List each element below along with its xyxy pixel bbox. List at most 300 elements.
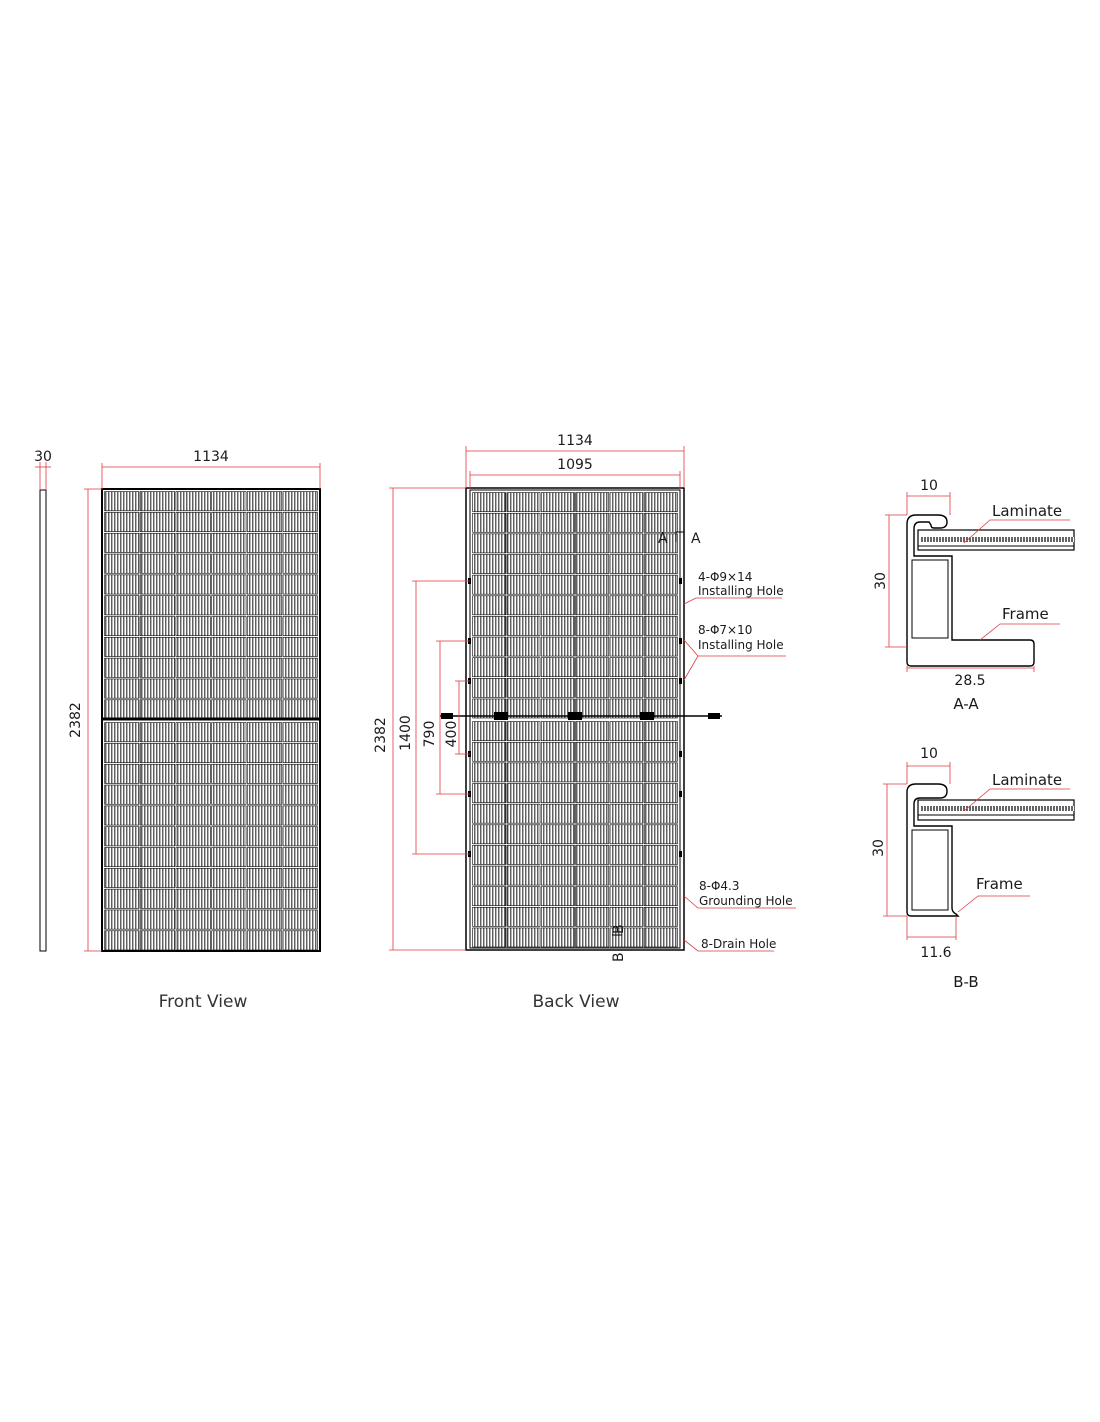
front-cell <box>212 889 246 908</box>
callout-installing-hole-1-spec: 4-Φ9×14 <box>698 570 753 584</box>
back-cell <box>576 825 609 844</box>
side-frame <box>40 490 46 951</box>
front-cell <box>140 910 174 929</box>
back-width-inner-dim: 1095 <box>557 457 593 473</box>
bb-label-frame: Frame <box>976 875 1023 893</box>
front-cell <box>212 806 246 825</box>
front-cell <box>212 617 246 636</box>
front-cell <box>140 743 174 762</box>
back-cell <box>576 555 609 574</box>
back-cell <box>507 555 540 574</box>
back-cell <box>507 887 540 906</box>
front-cell <box>283 723 317 742</box>
back-cell <box>644 845 677 864</box>
front-cell <box>176 637 210 656</box>
front-cell <box>105 764 139 783</box>
front-cell <box>176 910 210 929</box>
front-cell <box>105 533 139 552</box>
front-cell <box>140 764 174 783</box>
back-view-caption: Back View <box>532 992 620 1012</box>
back-cell <box>541 513 574 532</box>
front-cell <box>283 658 317 677</box>
front-cell <box>140 637 174 656</box>
front-cell <box>283 492 317 511</box>
section-mark-b-bottom: B <box>611 952 627 962</box>
front-cell <box>247 512 281 531</box>
junction-box-2 <box>568 712 582 720</box>
back-cell <box>576 513 609 532</box>
front-cell <box>105 658 139 677</box>
back-height-dim: 2382 <box>373 717 389 753</box>
back-cell <box>610 742 643 761</box>
back-cell <box>541 804 574 823</box>
back-cell <box>576 678 609 697</box>
back-cell <box>644 763 677 782</box>
front-cell <box>176 848 210 867</box>
front-cell <box>176 785 210 804</box>
front-cell <box>212 723 246 742</box>
back-cell <box>576 616 609 635</box>
junction-box-3 <box>640 712 654 720</box>
back-cell <box>507 658 540 677</box>
front-cell <box>140 700 174 719</box>
front-cell <box>105 910 139 929</box>
callout-grounding-hole-spec: 8-Φ4.3 <box>699 879 740 893</box>
front-cell <box>283 764 317 783</box>
back-cell <box>644 513 677 532</box>
back-cell <box>507 534 540 553</box>
back-cell <box>541 493 574 512</box>
front-cell <box>176 743 210 762</box>
back-cell <box>541 616 574 635</box>
back-cell <box>610 555 643 574</box>
front-cell <box>247 554 281 573</box>
back-cell <box>576 784 609 803</box>
aa-label-laminate: Laminate <box>992 502 1063 520</box>
back-cell <box>610 866 643 885</box>
back-cell <box>541 763 574 782</box>
back-cell <box>610 907 643 926</box>
front-cell <box>247 617 281 636</box>
back-cell <box>576 493 609 512</box>
front-cell <box>105 700 139 719</box>
back-cell <box>644 722 677 741</box>
connector-right <box>708 713 720 719</box>
front-cell <box>212 596 246 615</box>
back-cell <box>576 658 609 677</box>
back-cell <box>507 596 540 615</box>
back-cell <box>644 575 677 594</box>
back-cell <box>576 845 609 864</box>
front-cell <box>105 637 139 656</box>
callout-installing-hole-1-label: Installing Hole <box>698 584 784 598</box>
back-cell <box>473 763 506 782</box>
back-cell <box>541 784 574 803</box>
callout-installing-hole-2-spec: 8-Φ7×10 <box>698 623 753 637</box>
front-cell <box>140 806 174 825</box>
back-cell <box>644 825 677 844</box>
front-cell <box>140 575 174 594</box>
front-cell <box>212 575 246 594</box>
front-cell <box>283 868 317 887</box>
front-cell <box>247 700 281 719</box>
back-cell <box>473 493 506 512</box>
bb-height-dim: 30 <box>871 839 887 857</box>
front-cell <box>247 637 281 656</box>
front-cell <box>176 596 210 615</box>
back-cell <box>541 596 574 615</box>
back-cell <box>541 678 574 697</box>
front-cell <box>283 596 317 615</box>
back-cell <box>473 678 506 697</box>
back-cell <box>644 784 677 803</box>
back-cell <box>644 742 677 761</box>
front-cell <box>283 848 317 867</box>
aa-height-dim: 30 <box>873 572 889 590</box>
back-cell <box>473 784 506 803</box>
back-cell <box>507 575 540 594</box>
back-cell <box>576 722 609 741</box>
hole-spacing-790-dim: 790 <box>422 720 438 748</box>
front-cell <box>247 848 281 867</box>
bb-label-laminate: Laminate <box>992 771 1063 789</box>
back-cell <box>541 575 574 594</box>
back-cell <box>541 637 574 656</box>
front-cell <box>105 785 139 804</box>
front-cell <box>105 723 139 742</box>
front-cell <box>105 806 139 825</box>
front-cell <box>176 617 210 636</box>
front-view-caption: Front View <box>158 992 248 1012</box>
front-cell <box>212 533 246 552</box>
front-cell <box>283 889 317 908</box>
section-a-a <box>873 478 1074 713</box>
back-cell <box>541 658 574 677</box>
hole-spacing-400-dim: 400 <box>444 720 460 748</box>
front-cell <box>283 910 317 929</box>
bb-caption: B-B <box>953 973 979 991</box>
back-cell <box>507 513 540 532</box>
front-cell <box>212 512 246 531</box>
back-cell <box>473 658 506 677</box>
back-cell <box>541 845 574 864</box>
bb-frame-cavity <box>912 830 948 910</box>
side-view <box>34 449 52 951</box>
front-cell <box>212 868 246 887</box>
front-cell <box>247 723 281 742</box>
front-cell <box>212 743 246 762</box>
front-cell <box>247 575 281 594</box>
back-cell <box>473 616 506 635</box>
front-cell <box>283 743 317 762</box>
back-cell <box>644 493 677 512</box>
bb-laminate-cells <box>920 806 1074 811</box>
back-cell <box>644 866 677 885</box>
back-cell <box>644 804 677 823</box>
back-cell <box>610 616 643 635</box>
back-cell <box>610 845 643 864</box>
back-cell <box>507 722 540 741</box>
front-width-dim: 1134 <box>193 449 229 465</box>
front-cell <box>247 596 281 615</box>
back-cell <box>610 825 643 844</box>
front-cell <box>283 637 317 656</box>
hole-spacing-1400-dim: 1400 <box>398 715 414 751</box>
back-cell <box>507 928 540 947</box>
front-cell <box>176 658 210 677</box>
bb-bottom-dim: 11.6 <box>920 945 952 961</box>
front-cell <box>283 785 317 804</box>
front-cell <box>105 575 139 594</box>
aa-bottom-dim: 28.5 <box>954 673 986 689</box>
back-cell <box>507 784 540 803</box>
back-cell <box>610 493 643 512</box>
back-cell <box>507 763 540 782</box>
front-cell <box>247 743 281 762</box>
connector-left <box>441 713 453 719</box>
front-cell <box>105 889 139 908</box>
front-height-dim: 2382 <box>68 702 84 738</box>
side-thickness-dim: 30 <box>34 449 52 465</box>
front-cell <box>212 492 246 511</box>
section-mark-a-left: A <box>658 531 668 547</box>
front-cell <box>176 889 210 908</box>
back-cell <box>576 887 609 906</box>
back-cell <box>576 575 609 594</box>
front-cell <box>140 512 174 531</box>
back-cell <box>473 596 506 615</box>
front-cell <box>247 806 281 825</box>
back-width-outer-dim: 1134 <box>557 433 593 449</box>
front-cell <box>176 533 210 552</box>
back-cell <box>610 763 643 782</box>
back-cell <box>644 678 677 697</box>
front-cell <box>140 554 174 573</box>
front-cell <box>247 492 281 511</box>
front-cell <box>176 679 210 698</box>
back-cell <box>507 637 540 656</box>
back-cell <box>576 596 609 615</box>
back-cell <box>610 722 643 741</box>
front-cell <box>247 764 281 783</box>
back-cell <box>644 658 677 677</box>
back-cell <box>473 637 506 656</box>
back-cell <box>610 804 643 823</box>
front-cell <box>140 889 174 908</box>
front-cell <box>212 764 246 783</box>
back-cell <box>473 845 506 864</box>
front-cell <box>212 554 246 573</box>
back-cell <box>610 596 643 615</box>
front-cell <box>247 679 281 698</box>
back-cell <box>541 907 574 926</box>
back-cell <box>541 534 574 553</box>
front-cell <box>176 554 210 573</box>
front-cell <box>283 827 317 846</box>
front-cell <box>140 848 174 867</box>
back-cell <box>473 513 506 532</box>
back-cell <box>610 678 643 697</box>
back-cell <box>541 555 574 574</box>
front-cell <box>105 492 139 511</box>
front-cell <box>105 512 139 531</box>
front-cell <box>140 617 174 636</box>
back-cell <box>610 784 643 803</box>
front-cell <box>176 723 210 742</box>
front-cell <box>105 931 139 950</box>
back-cell <box>507 825 540 844</box>
front-cell <box>283 700 317 719</box>
back-cell <box>541 887 574 906</box>
back-cell <box>576 637 609 656</box>
back-cell <box>507 616 540 635</box>
bb-top-dim: 10 <box>920 746 938 762</box>
back-cell <box>507 866 540 885</box>
front-cell <box>105 679 139 698</box>
aa-caption: A-A <box>953 695 979 713</box>
junction-box-1 <box>494 712 508 720</box>
section-b-b <box>871 746 1074 991</box>
aa-frame-cavity <box>912 560 948 638</box>
aa-laminate-cells <box>920 537 1074 542</box>
back-cell <box>576 866 609 885</box>
front-cell <box>212 910 246 929</box>
aa-top-dim: 10 <box>920 478 938 494</box>
back-cell <box>541 866 574 885</box>
front-cell <box>140 533 174 552</box>
front-cell <box>176 764 210 783</box>
back-cell <box>507 699 540 718</box>
aa-label-frame: Frame <box>1002 605 1049 623</box>
front-cell <box>212 827 246 846</box>
callout-drain-hole: 8-Drain Hole <box>701 937 777 951</box>
back-cell <box>644 596 677 615</box>
back-cell <box>507 678 540 697</box>
back-cell <box>473 534 506 553</box>
back-cell <box>644 887 677 906</box>
back-cell <box>541 928 574 947</box>
back-cell <box>473 866 506 885</box>
front-cell <box>140 723 174 742</box>
front-cell <box>247 931 281 950</box>
front-cell <box>283 575 317 594</box>
front-cell <box>247 910 281 929</box>
front-view <box>68 449 320 1012</box>
front-cell <box>176 512 210 531</box>
back-cell <box>644 907 677 926</box>
back-cell <box>644 555 677 574</box>
front-cell <box>212 931 246 950</box>
front-cell <box>283 617 317 636</box>
back-cell <box>473 825 506 844</box>
back-cell <box>507 804 540 823</box>
back-cell <box>644 637 677 656</box>
front-cell <box>247 827 281 846</box>
back-cell <box>541 722 574 741</box>
back-cell <box>644 616 677 635</box>
front-cell <box>247 868 281 887</box>
front-cell <box>176 827 210 846</box>
callout-installing-hole-2-label: Installing Hole <box>698 638 784 652</box>
back-cell <box>507 742 540 761</box>
back-cell <box>576 534 609 553</box>
front-cell <box>176 931 210 950</box>
back-cell <box>644 928 677 947</box>
front-cell <box>283 554 317 573</box>
front-cell <box>105 617 139 636</box>
front-cell <box>140 492 174 511</box>
front-cell <box>140 679 174 698</box>
back-cell <box>473 887 506 906</box>
front-cell <box>140 931 174 950</box>
back-cell <box>473 907 506 926</box>
front-cell <box>140 868 174 887</box>
front-cell <box>140 596 174 615</box>
front-cell <box>140 785 174 804</box>
back-cell <box>576 763 609 782</box>
front-cell <box>140 658 174 677</box>
front-cell <box>212 785 246 804</box>
front-cell <box>247 658 281 677</box>
front-cell <box>105 868 139 887</box>
back-cell <box>576 742 609 761</box>
front-cell <box>105 554 139 573</box>
front-cell <box>105 848 139 867</box>
back-cell <box>610 575 643 594</box>
back-cell <box>473 555 506 574</box>
front-cell <box>247 785 281 804</box>
back-cell <box>610 513 643 532</box>
front-cell <box>176 700 210 719</box>
front-cell <box>212 658 246 677</box>
front-cell <box>283 806 317 825</box>
front-cell <box>105 827 139 846</box>
front-cell <box>140 827 174 846</box>
section-mark-a-right: A <box>691 531 701 547</box>
front-cell <box>176 868 210 887</box>
front-cell <box>283 679 317 698</box>
back-cell <box>541 742 574 761</box>
back-cell <box>507 845 540 864</box>
front-cell <box>212 679 246 698</box>
front-cell <box>283 512 317 531</box>
back-cell <box>576 928 609 947</box>
back-cell <box>473 804 506 823</box>
front-cell <box>212 848 246 867</box>
back-cell <box>473 928 506 947</box>
section-mark-b-top: B <box>611 924 627 934</box>
back-cell <box>576 907 609 926</box>
back-cell <box>473 575 506 594</box>
back-cell <box>576 804 609 823</box>
back-cell <box>473 742 506 761</box>
back-cell <box>507 907 540 926</box>
front-cell <box>247 533 281 552</box>
front-cell <box>247 889 281 908</box>
back-cell <box>507 493 540 512</box>
front-cell <box>283 533 317 552</box>
back-cell <box>610 887 643 906</box>
back-cell <box>610 658 643 677</box>
back-view <box>373 433 796 1012</box>
front-cell <box>176 492 210 511</box>
back-cell <box>610 699 643 718</box>
front-cell <box>176 575 210 594</box>
callout-grounding-hole-label: Grounding Hole <box>699 894 793 908</box>
front-cell <box>283 931 317 950</box>
back-cell <box>610 637 643 656</box>
front-cell <box>212 700 246 719</box>
